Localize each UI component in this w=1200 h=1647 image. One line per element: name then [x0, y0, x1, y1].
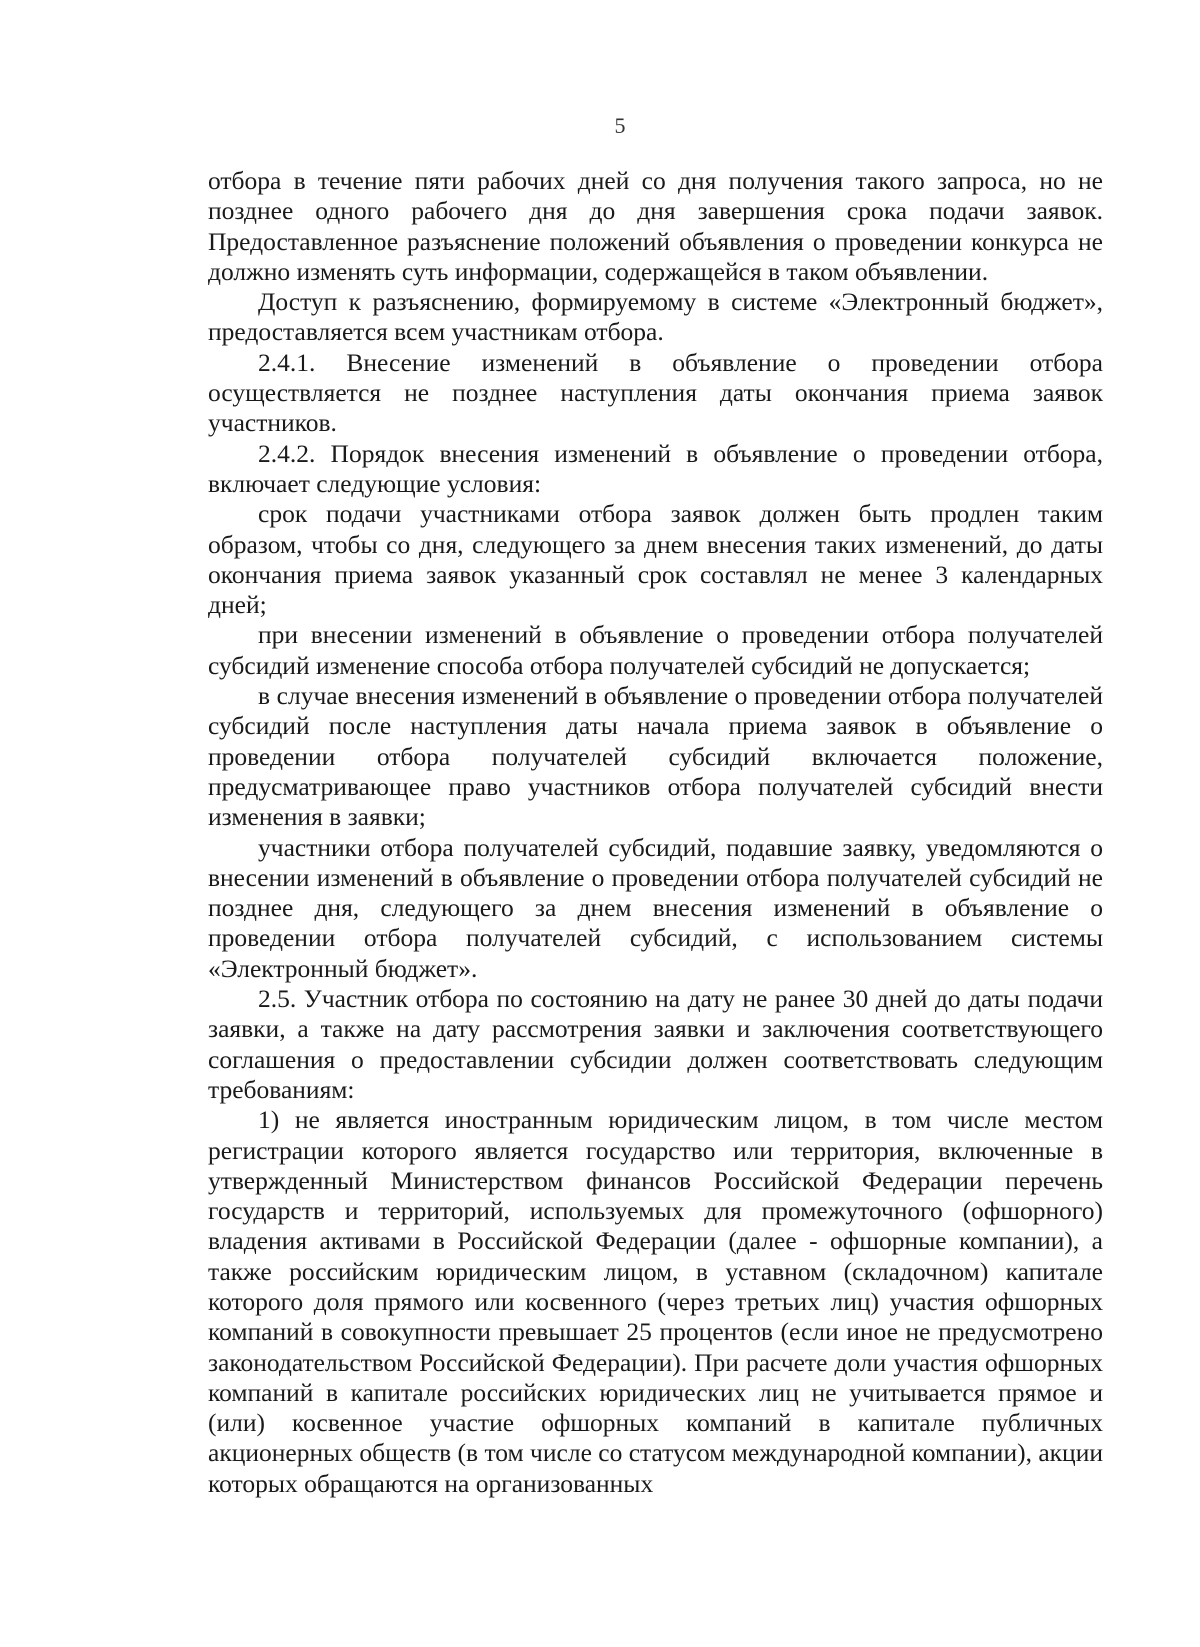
paragraph: 2.4.1. Внесение изменений в объявление о проведении отбора осуществляется не позднее наступления даты окончания приема заявок участников.	[208, 347, 1103, 438]
paragraph: Доступ к разъяснению, формируемому в системе «Электронный бюджет», предоставляется всем участникам отбора.	[208, 287, 1103, 347]
paragraph: участники отбора получателей субсидий, подавшие заявку, уведомляются о внесении изменений в объявление о проведении отбора получателей субсидий не позднее дня, следующего за днем внесения изменений в объявление о проведении отбора получателей субсидий, с использованием системы «Электронный бюджет».	[208, 832, 1103, 983]
paragraph: 2.5. Участник отбора по состоянию на дату не ранее 30 дней до даты подачи заявки, а также на дату рассмотрения заявки и заключения соответствующего соглашения о предоставлении субсидии должен соответствовать следующим требованиям:	[208, 984, 1103, 1104]
paragraph: при внесении изменений в объявление о проведении отбора получателей субсидий изменение способа отбора получателей субсидий не допускается;	[208, 620, 1103, 680]
page-number: 5	[614, 113, 626, 138]
paragraph: 2.4.2. Порядок внесения изменений в объявление о проведении отбора, включает следующие условия:	[208, 438, 1103, 498]
paragraph: 1) не является иностранным юридическим лицом, в том числе местом регистрации которого является государство или территория, включенные в утвержденный Министерством финансов Российской Федерации перечень государств и территорий, используемых для промежуточного (офшорного) владения активами в Российской Федерации (далее - офшорные компании), а также российским юридическим лицом, в уставном (складочном) капитале которого доля прямого или косвенного (через третьих лиц) участия офшорных компаний в совокупности превышает 25 процентов (если иное не предусмотрено законодательством Российской Федерации). При расчете доли участия офшорных компаний в капитале российских юридических лиц не учитывается прямое и (или) косвенное участие офшорных компаний в капитале публичных акционерных обществ (в том числе со статусом международной компании), акции которых обращаются на организованных	[208, 1105, 1103, 1498]
document-body	[208, 166, 1103, 1499]
paragraph: срок подачи участниками отбора заявок должен быть продлен таким образом, чтобы со дня, следующего за днем внесения таких изменений, до даты окончания приема заявок указанный срок составлял не менее 3 календарных дней;	[208, 499, 1103, 620]
paragraph: в случае внесения изменений в объявление о проведении отбора получателей субсидий после наступления даты начала приема заявок в объявление о проведении отбора получателей субсидий включается положение, предусматривающее право участников отбора получателей субсидий внести изменения в заявки;	[208, 681, 1103, 832]
paragraph: отбора в течение пяти рабочих дней со дня получения такого запроса, но не позднее одного рабочего дня до дня завершения срока подачи заявок. Предоставленное разъяснение положений объявления о проведении конкурса не должно изменять суть информации, содержащейся в таком объявлении.	[208, 166, 1103, 286]
